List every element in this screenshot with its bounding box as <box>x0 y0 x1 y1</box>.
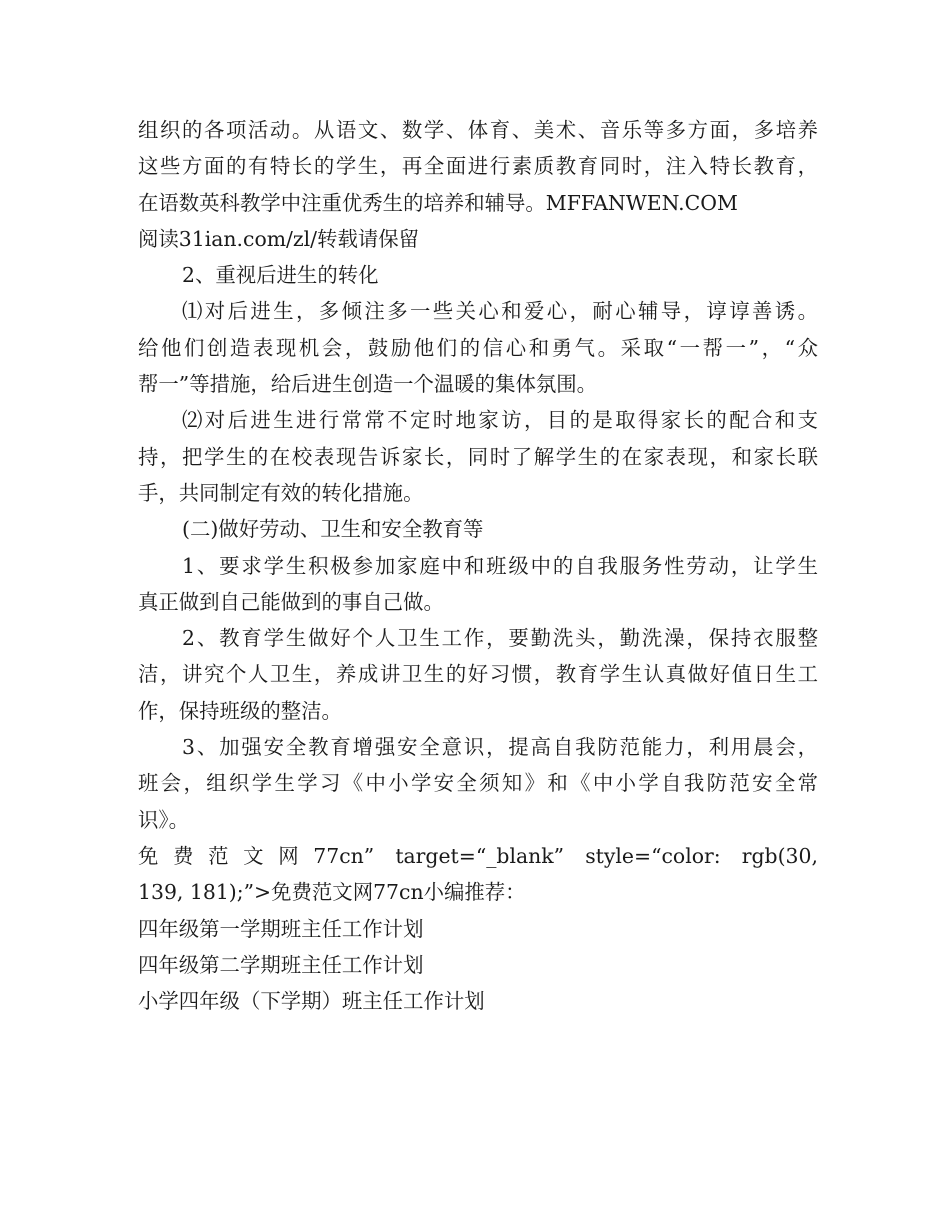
paragraph-line: 2、教育学生做好个人卫生工作，要勤洗头，勤洗澡，保持衣服整 <box>182 626 818 651</box>
paragraph-line: 作，保持班级的整洁。 <box>138 698 342 723</box>
paragraph-line: 在语数英科教学中注重优秀生的培养和辅导。MFFANWEN.COM <box>138 190 738 215</box>
paragraph-line: 手，共同制定有效的转化措施。 <box>138 480 424 505</box>
paragraph-line: 3、加强安全教育增强安全意识，提高自我防范能力，利用晨会， <box>182 735 818 760</box>
paragraph-line: 班会，组织学生学习《中小学安全须知》和《中小学自我防范安全常 <box>138 771 818 796</box>
paragraph-line: 帮一”等措施，给后进生创造一个温暖的集体氛围。 <box>138 372 598 397</box>
paragraph-line: 1、要求学生积极参加家庭中和班级中的自我服务性劳动，让学生 <box>182 553 818 578</box>
paragraph-line: 真正做到自己能做到的事自己做。 <box>138 589 444 614</box>
paragraph-line: 139, 181);”>免费范文网77cn小编推荐： <box>138 880 526 905</box>
source-note: 阅读31ian.com/zl/转载请保留 <box>138 226 420 251</box>
recommended-link[interactable]: 四年级第二学期班主任工作计划 <box>138 952 424 977</box>
paragraph-line: 识》。 <box>138 807 189 832</box>
paragraph-line: 持，把学生的在校表现告诉家长，同时了解学生的在家表现，和家长联 <box>138 444 818 469</box>
paragraph-line: ⑴对后进生，多倾注多一些关心和爱心，耐心辅导，谆谆善诱。 <box>182 299 818 324</box>
paragraph-line: 组织的各项活动。从语文、数学、体育、美术、音乐等多方面，多培养 <box>138 118 818 142</box>
recommended-link[interactable]: 小学四年级（下学期）班主任工作计划 <box>138 989 485 1014</box>
document-body <box>138 112 818 1019</box>
recommended-link[interactable]: 四年级第一学期班主任工作计划 <box>138 916 424 941</box>
section-heading: (二)做好劳动、卫生和安全教育等 <box>182 517 484 542</box>
section-heading: 2、重视后进生的转化 <box>182 263 379 288</box>
paragraph-line: 给他们创造表现机会，鼓励他们的信心和勇气。采取“一帮一”，“众 <box>138 335 818 360</box>
paragraph-line: 免费范文网77cn” target=“_blank” style=“color: rgb(30, <box>138 843 818 868</box>
paragraph-line: ⑵对后进生进行常常不定时地家访，目的是取得家长的配合和支 <box>182 408 818 433</box>
paragraph-line: 洁，讲究个人卫生，养成讲卫生的好习惯，教育学生认真做好值日生工 <box>138 662 818 687</box>
paragraph-line: 这些方面的有特长的学生，再全面进行素质教育同时，注入特长教育， <box>138 154 818 179</box>
